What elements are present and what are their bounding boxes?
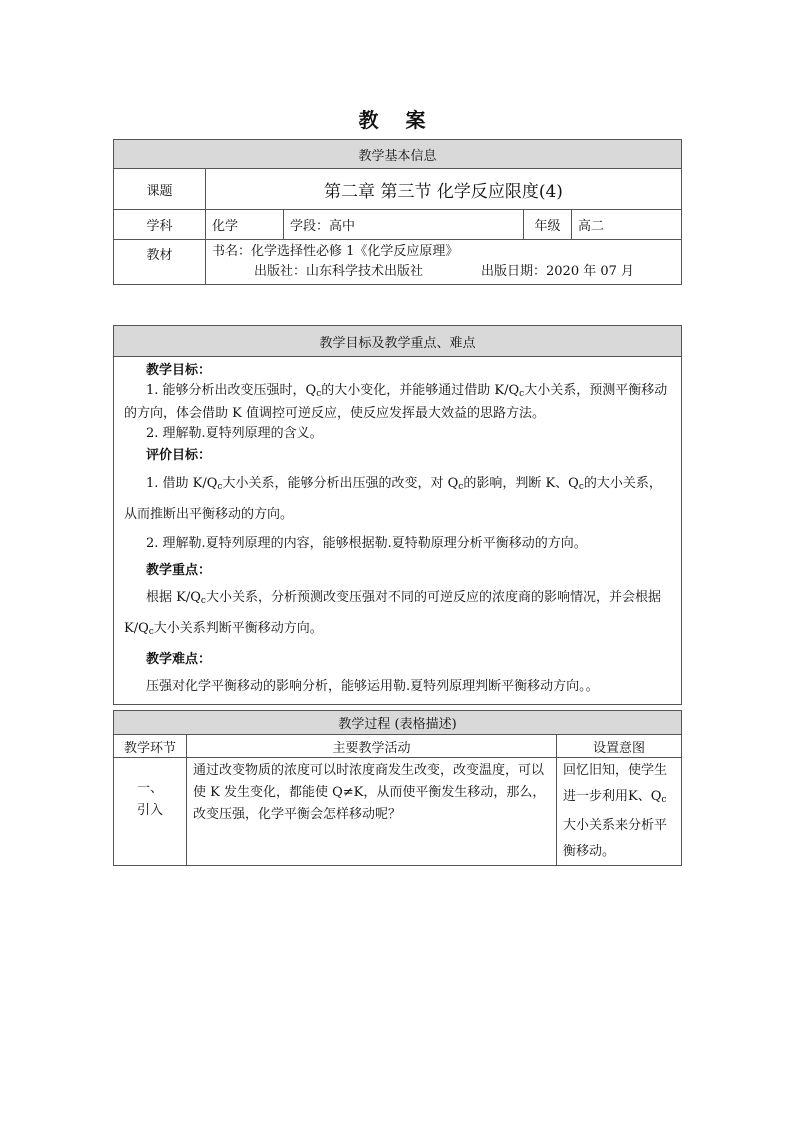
goal-2: 2. 理解勒.夏特列原理的含义。 (146, 426, 323, 441)
column-intent-header: 设置意图 (557, 735, 682, 758)
evaluation-goals-label: 评价目标： (146, 448, 212, 463)
process-header: 教学过程 (表格描述) (114, 711, 682, 735)
grade-label: 年级 (524, 210, 572, 240)
basic-info-table (113, 139, 682, 285)
intent-cell: 回忆旧知，使学生进一步利用K、$Q_c$大小关系来分析平衡移动。 (557, 758, 682, 866)
stage-name: 引入 (136, 803, 163, 818)
subject-value: 化学 (206, 210, 284, 240)
publish-date: 出版日期：2020 年 07 月 (481, 264, 635, 279)
topic-value: 第二章 第三节 化学反应限度(4) (206, 169, 682, 210)
column-stage-header: 教学环节 (114, 735, 187, 758)
subject-label: 学科 (114, 210, 206, 240)
stage-text: 学段：高中 (284, 210, 524, 240)
key-points-text: 根据 $K/Q_c$大小关系，分析预测改变压强对不同的可逆反应的浓度商的影响情况，并会根据 $K/Q_c$大小关系判断平衡移动方向。 (124, 590, 661, 637)
grade-value: 高二 (572, 210, 682, 240)
goals-header: 教学目标及教学重点、难点 (114, 326, 682, 357)
textbook-info (206, 240, 682, 285)
publisher: 出版社：山东科学技术出版社 (254, 264, 424, 279)
stage-number: 一、 (136, 781, 163, 796)
column-activity-header: 主要教学活动 (187, 735, 557, 758)
key-points-label: 教学重点： (146, 563, 212, 578)
process-table (113, 710, 682, 866)
book-name: 书名：化学选择性必修 1《化学反应原理》 (212, 244, 459, 259)
document-title: 教 案 (358, 108, 436, 132)
topic-label: 课题 (114, 169, 206, 210)
textbook-label: 教材 (114, 240, 206, 285)
eval-goal-1: 1. 借助 $K/Q_c$大小关系，能够分析出压强的改变，对 $Q_c$的影响，判断 K、$Q_c$的大小关系，从而推断出平衡移动的方向。 (124, 476, 662, 522)
stage-cell (114, 758, 187, 866)
difficult-points-label: 教学难点： (146, 652, 212, 667)
publisher-line (212, 262, 675, 282)
basic-info-header: 教学基本信息 (114, 140, 682, 169)
goal-1: 1. 能够分析出改变压强时，$Q_c$的大小变化，并能够通过借助 $K/Q_c$大小关系，预测平衡移动的方向，体会借助 K 值调控可逆反应，使反应发挥最大效益的思路方法。 (124, 383, 668, 421)
activity-cell: 通过改变物质的浓度可以时浓度商发生改变，改变温度，可以使 K 发生变化，都能使 Q≠K，从而使平衡发生移动，那么，改变压强，化学平衡会怎样移动呢？ (187, 758, 557, 866)
difficult-points-text: 压强对化学平衡移动的影响分析，能够运用勒.夏特列原理判断平衡移动方向。。 (146, 679, 599, 694)
goals-body (114, 357, 682, 705)
teaching-goals-label: 教学目标： (146, 363, 212, 378)
eval-goal-2: 2. 理解勒.夏特列原理的内容，能够根据勒.夏特勒原理分析平衡移动的方向。 (146, 536, 587, 551)
goals-table (113, 325, 682, 705)
